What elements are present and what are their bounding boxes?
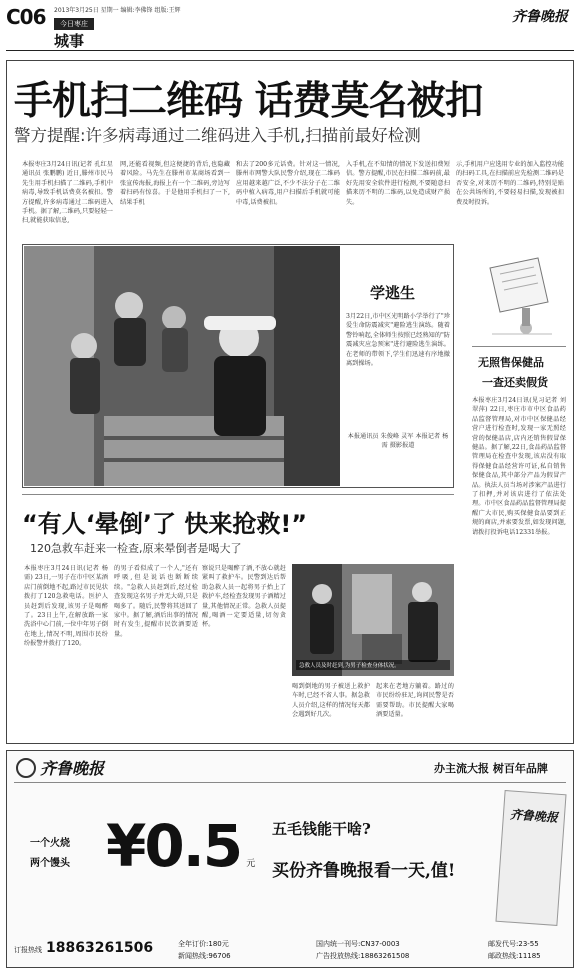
ad-headline: 五毛钱能干啥? <box>272 820 371 838</box>
ad-line-2: 两个馒头 <box>30 858 70 869</box>
story-two-subheadline: 120急救车赶来一检查,原来晕倒者是喝大了 <box>30 542 242 555</box>
header-divider <box>6 50 574 51</box>
main-subheadline: 警方提醒:许多病毒通过二维码进入手机,扫描前最好检测 <box>14 126 421 145</box>
main-story-col-1: 本报枣庄3月24日讯(记者 孔红星 通讯员 张鹏鹏) 近日,滕州市民马先生用手机扫描了二维码,手机中病毒,导致手机话费莫名被扣。警方提醒,许多病毒通过二维码进入手机。据了解,二维码,只要轻轻一扫,就能获取信息, <box>22 161 113 225</box>
side-headline-1: 无照售保健品 <box>478 356 544 369</box>
ad-brand-icon <box>16 758 36 778</box>
ad-info-6: 邮政热线:11185 <box>488 952 541 960</box>
ad-price-value: ¥0.5 <box>106 812 242 880</box>
ad-info-1: 全年订价:180元 <box>178 940 229 948</box>
ad-price-unit: 元 <box>246 859 256 869</box>
side-illustration <box>472 250 564 340</box>
ad-phone-label: 订报热线 <box>14 946 42 954</box>
masthead-logo: 齐鲁晚报 <box>512 9 568 25</box>
ad-brand <box>16 756 104 779</box>
main-headline: 手机扫二维码 话费莫名被扣 <box>14 79 483 124</box>
ad-badge <box>495 790 566 926</box>
story-two-col-3: 察说只是喝醉了酒,不放心就赶紧叫了救护车。民警到达后帮助急救人员一起将男子抬上了救护车,经检查发现男子酒精过量,其他情况正常。急救人员提醒,喝酒一定要适量,切勿贪杯。 <box>202 565 286 629</box>
story-two-photo-caption: 急救人员及时赶到,为男子检查身体状况。 <box>296 660 450 670</box>
story-two-headline: “有人‘晕倒’了 快来抢救!” <box>22 510 308 538</box>
story-two-col-2: 的男子看似成了一个人,"还有呼吸,但是说话也断断续续。"急救人员赶到后,经过检查发现这名男子并无大碍,只是喝多了。随后,民警将其送回了家中。据了解,酒后出事的情况时有发生,提醒市民饮酒要适量。 <box>114 565 198 638</box>
side-story-divider <box>472 346 566 347</box>
page-code: C06 <box>6 5 46 29</box>
main-story-col-5: 示,手机用户应选用专业的加入监控功能的扫码工具,在扫描前应先检测二维码是否安全,对来历不明的二维码,特别是贴在公共场所的,不要轻易扫描,发现被扣费及时投诉。 <box>456 161 564 206</box>
ad-info-3: 国内统一刊号:CN37-0003 <box>316 940 400 948</box>
date-line: 2013年3月25日 星期一 编辑:李佛锋 组版:王辉 <box>54 7 181 14</box>
ad-subline: 买份齐鲁晚报看一天,值! <box>272 861 456 881</box>
side-headline-2: 一查还卖假货 <box>482 376 548 389</box>
ad-phone-number: 18863261506 <box>46 940 154 956</box>
main-story-col-4: 入手机,在不知情的情况下发送扣费短信。警方提醒,市民在扫描二维码前,最好先用安全软件进行检测,不要随意扫描来历不明的二维码,以免造成财产损失。 <box>346 161 450 206</box>
story-two-col-1: 本报枣庄3月24日讯(记者 杨需) 23日,一男子在市中区某酒店门前倒地不起,路过市民见状拨打了120急救电话。医护人员赶到后发现,该男子是喝醉了。23日上午,在解放路一家洗浴中心门前,一位中年男子倒在地上,情况不明,周围市民纷纷报警并拨打了120。 <box>24 565 108 648</box>
ad-phone <box>14 940 153 956</box>
drill-credit: 本报通讯员 朱俊峰 灵军 本报记者 杨需 摄影报道 <box>347 433 449 450</box>
side-story-body: 本报枣庄3月24日讯(见习记者 刘翠萍) 22日,枣庄市市中区食品药品监督管理局,对市中区保健品经营户进行检查时,发现一家无照经营的保健品店,店内还销售假冒保健品。据了解,22日,食品药品监督管理局在检查中发现,该店没有取得保健食品经营许可证,私自销售保健食品,其中部分产品为假冒产品。执法人员当场对涉案产品进行了扣押,并对该店进行了依法处理。市中区食品药品监督管理局提醒广大市民,购买保健食品要到正规的商店,并索要发票,如发现问题,请拨打投诉电话12331举报。 <box>472 397 566 536</box>
drill-photo <box>24 246 340 486</box>
ad-brand-name: 齐鲁晚报 <box>40 759 105 778</box>
ad-price <box>106 812 255 880</box>
main-story-col-3: 和去了200多元话费。针对这一情况,滕州市网警大队民警介绍,现在二维码应用越来越广泛,不少不法分子在二维码中植入病毒,用户扫描后手机就可能中毒,话费被扣。 <box>236 161 340 206</box>
story-two-photo-col-1: 喝到倒地的男子被送上救护车时,已经不省人事。据急救人员介绍,这样的情况每天都会遇到好几次。 <box>292 683 370 719</box>
ad-info-2: 新闻热线:96706 <box>178 952 231 960</box>
story-two-photo-col-2: 起来在老地方躺着。路过的市民纷纷驻足,询问民警是否需要帮助。市民提醒大家喝酒要适量。 <box>376 683 454 719</box>
ad-badge-text: 齐鲁晚报 <box>509 807 559 825</box>
ad-info-5: 邮发代号:23-55 <box>488 940 539 948</box>
column-tag: 今日枣庄 <box>54 18 94 30</box>
ad-top-rule <box>14 782 566 783</box>
story-two-divider <box>22 494 454 495</box>
ad-info-4: 广告投放热线:18863261508 <box>316 952 410 960</box>
page-header <box>0 0 580 56</box>
section-title: 城事 <box>54 32 85 50</box>
ad-slogan: 办主流大报 树百年品牌 <box>434 762 548 775</box>
main-story-col-2: 网,还能看视频,但这便捷的背后,也隐藏着风险。马先生在滕州市某商场看到一张宣传海报,海报上有一个二维码,旁边写着扫码有惊喜。于是他用手机扫了一下,结果手机 <box>120 161 230 206</box>
ad-line-1: 一个火烧 <box>30 838 70 849</box>
drill-title: 学逃生 <box>370 284 416 302</box>
drill-body: 3月22日,市中区光明路小学举行了"珍爱生命防震减灾"避险逃生演练。随着警铃响起,全体师生按照已经熟知的"防震减灾应急预案"进行避险逃生演练。在老师的带领下,学生们迅速有序地撤离到操场。 <box>346 313 450 368</box>
